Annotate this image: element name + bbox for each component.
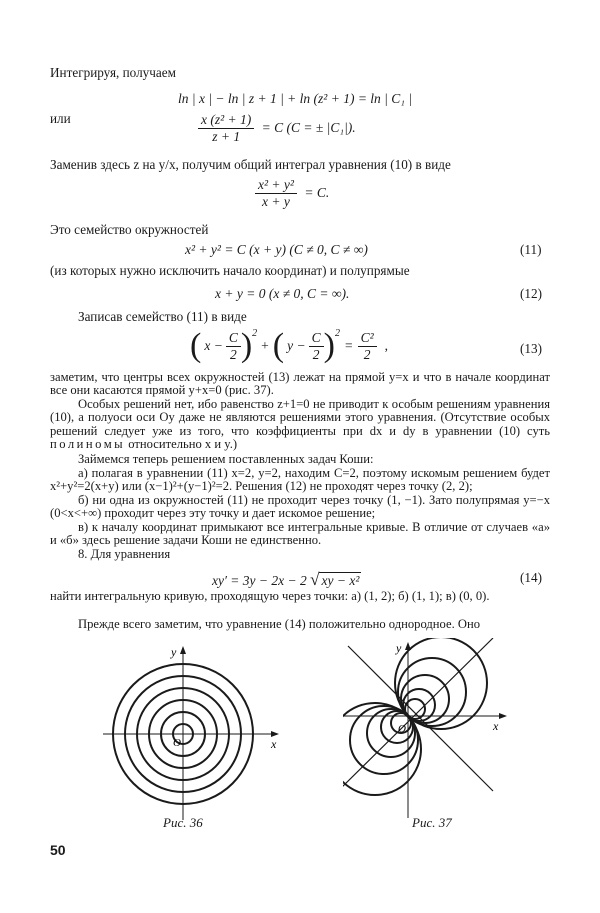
paragraph-singular-end: относительно x и y.) xyxy=(128,437,238,452)
paragraph-singular-text: Особых решений нет, ибо равенство z+1=0 не приводит к особым решениям уравнения (10), а полуоси оси Oy даже не являются решениями этого уравнения. (Отсутствие особых решений следует уже из того, что коэффициенты при dx и dy в уравнении (10) суть xyxy=(50,397,550,438)
page-number: 50 xyxy=(50,842,66,858)
word-ili: или xyxy=(50,111,71,126)
gen-rhs: = C. xyxy=(304,184,330,200)
equation-12-number: (12) xyxy=(520,286,542,301)
exclude-line: (из которых нужно исключить начало координат) и полупрямые xyxy=(50,263,410,278)
equation-12: x + y = 0 (x ≠ 0, C = ∞). xyxy=(215,286,350,301)
equation-11: x² + y² = C (x + y) (C ≠ 0, C ≠ ∞) xyxy=(185,242,368,257)
frac-denominator: z + 1 xyxy=(212,129,241,144)
eq13-sq2: 2 xyxy=(334,328,340,339)
eq13-c2: C xyxy=(309,330,324,347)
fig37-x-arrow-icon xyxy=(499,713,507,719)
paren-open-2: ( xyxy=(272,327,285,364)
eq13-rhs-num: C² xyxy=(358,330,377,347)
equation-13 xyxy=(190,326,388,366)
paragraph-case-b: б) ни одна из окружностей (11) не проходит через точку (1, −1). Зато полупрямая y=−x (0<x<+∞) проходит через эту точку и дает искомое решение; xyxy=(50,493,550,521)
eq13-sq1: 2 xyxy=(252,328,258,339)
fig37-y-label: y xyxy=(396,641,402,655)
paragraph-singular xyxy=(50,398,550,452)
figure-37 xyxy=(343,638,543,828)
eq13-two1: 2 xyxy=(229,346,237,362)
paren-open-1: ( xyxy=(190,327,202,364)
equation-frac-c xyxy=(198,112,356,145)
replace-line: Заменив здесь z на y/x, получим общий интеграл уравнения (10) в виде xyxy=(50,157,451,172)
eq13-x-minus: x − xyxy=(204,338,223,353)
paren-close-2: ) xyxy=(323,327,335,364)
family-line: Это семейство окружностей xyxy=(50,222,209,237)
fig36-origin-label: O xyxy=(173,737,181,749)
frac-rhs: = C (C = ± |C₁|). xyxy=(261,119,356,135)
fig37-x-label: x xyxy=(493,719,499,733)
fig37-caption: Рис. 37 xyxy=(412,815,452,830)
eq13-plus: + xyxy=(261,338,269,353)
paren-close-1: ) xyxy=(240,327,253,364)
eq13-two2: 2 xyxy=(312,346,320,362)
equation-13-number: (13) xyxy=(520,341,542,356)
fig37-origin-label: O xyxy=(398,723,406,735)
eq13-rhs-den: 2 xyxy=(363,346,371,362)
eq13-equals: = xyxy=(344,338,353,353)
gen-numerator: x² + y² xyxy=(255,177,297,194)
intro-line: Интегрируя, получаем xyxy=(50,65,176,80)
eq14-lhs: xy′ = 3y − 2x − 2 xyxy=(212,573,307,588)
eq14-radicand: xy − x² xyxy=(321,573,360,588)
frac-numerator: x (z² + 1) xyxy=(198,112,254,129)
fig36-caption: Рис. 36 xyxy=(163,815,203,830)
paragraph-homogeneous: Прежде всего заметим, что уравнение (14) положительно однородное. Оно xyxy=(78,617,480,631)
paragraph-case-a: а) полагая в уравнении (11) x=2, y=2, находим C=2, поэтому искомым решением будет x²+y²=2(x+y) или (x−1)²+(y−1)²=2. Решения (12) не проходят через точку (2, 2); xyxy=(50,466,550,494)
eq13-y-minus: y − xyxy=(287,338,306,353)
figure-36 xyxy=(85,642,345,832)
equation-log: ln | x | − ln | z + 1 | + ln (z² + 1) = ln | C₁ | xyxy=(178,91,413,106)
fig37-y-arrow-icon xyxy=(405,642,411,650)
paragraph-cauchy: Займемся теперь решением поставленных задач Коши: xyxy=(78,452,374,466)
eq13-c1: C xyxy=(226,330,241,347)
equation-11-number: (11) xyxy=(520,242,542,257)
write-line: Записав семейство (11) в виде xyxy=(78,309,247,324)
paragraph-singular-spaced: полиномы xyxy=(50,437,126,452)
eq14-sqrt-sign: √ xyxy=(310,570,320,589)
eq13-comma: , xyxy=(384,338,388,353)
fig36-y-label: y xyxy=(171,645,177,659)
fig36-y-arrow-icon xyxy=(180,646,186,654)
paragraph-points: найти интегральную кривую, проходящую через точки: а) (1, 2); б) (1, 1); в) (0, 0). xyxy=(50,589,490,603)
equation-general-integral xyxy=(255,177,329,210)
fig36-x-label: x xyxy=(271,737,277,751)
paragraph-centers: заметим, что центры всех окружностей (13) лежат на прямой y=x и что в начале координат все они касаются прямой y+x=0 (рис. 37). xyxy=(50,370,550,398)
gen-denominator: x + y xyxy=(262,194,290,209)
paragraph-problem-8: 8. Для уравнения xyxy=(78,547,171,561)
equation-14-number: (14) xyxy=(520,570,542,585)
paragraph-case-c: в) к началу координат примыкают все интегральные кривые. В отличие от случаев «а» и «б» здесь решение задачи Коши не единственно. xyxy=(50,520,550,548)
equation-14 xyxy=(212,570,361,590)
